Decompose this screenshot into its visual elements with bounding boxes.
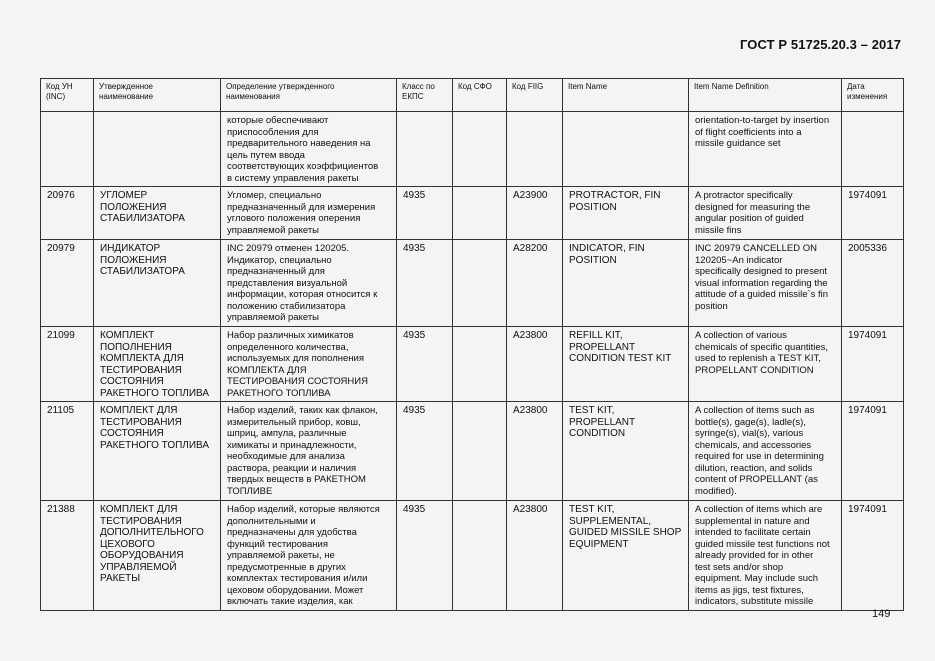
cell-approved-name: УГЛОМЕР ПОЛОЖЕНИЯ СТАБИЛИЗАТОРА bbox=[94, 187, 221, 240]
cell-item-definition: A protractor specifically designed for measuring the angular position of guided missile fins bbox=[689, 187, 842, 240]
cell-item-name: REFILL KIT, PROPELLANT CONDITION TEST KIT bbox=[563, 327, 689, 402]
col-fiig-code: Код FIIG bbox=[507, 79, 563, 112]
cell-fiig: A23800 bbox=[507, 327, 563, 402]
cell-ekps: 4935 bbox=[397, 402, 453, 501]
cell-date bbox=[842, 112, 904, 187]
table-header-row bbox=[41, 79, 904, 112]
cell-ekps: 4935 bbox=[397, 187, 453, 240]
cell-item-name: TEST KIT, SUPPLEMENTAL, GUIDED MISSILE SHOP EQUIPMENT bbox=[563, 501, 689, 611]
cell-item-name bbox=[563, 112, 689, 187]
cell-approved-definition: которые обеспечивают приспособления для предварительного наведения на цель путем ввода соответствующих коэффициентов в систему управления ракеты bbox=[221, 112, 397, 187]
cell-approved-name: ИНДИКАТОР ПОЛОЖЕНИЯ СТАБИЛИЗАТОРА bbox=[94, 240, 221, 327]
cell-inc bbox=[41, 112, 94, 187]
col-approved-definition: Определение утвержденного наименования bbox=[221, 79, 397, 112]
cell-ekps: 4935 bbox=[397, 327, 453, 402]
cell-date: 1974091 bbox=[842, 501, 904, 611]
table-row bbox=[41, 187, 904, 240]
cell-fiig: A28200 bbox=[507, 240, 563, 327]
cell-inc: 20979 bbox=[41, 240, 94, 327]
cell-sfo bbox=[453, 501, 507, 611]
col-change-date: Дата изменения bbox=[842, 79, 904, 112]
table-row bbox=[41, 112, 904, 187]
cell-date: 1974091 bbox=[842, 187, 904, 240]
cell-ekps bbox=[397, 112, 453, 187]
col-inc: Код УН (INC) bbox=[41, 79, 94, 112]
cell-fiig: A23900 bbox=[507, 187, 563, 240]
cell-approved-definition: Угломер, специально предназначенный для измерения углового положения оперения управляемой ракеты bbox=[221, 187, 397, 240]
table-row bbox=[41, 327, 904, 402]
cell-item-name: PROTRACTOR, FIN POSITION bbox=[563, 187, 689, 240]
cell-item-definition: A collection of items which are supplemental in nature and intended to facilitate certain guided missile test functions not already provided for in other test sets and/or shop equipment. May include such items as jigs, test fixtures, indicators, substitute missile bbox=[689, 501, 842, 611]
cell-ekps: 4935 bbox=[397, 501, 453, 611]
cell-item-name: TEST KIT, PROPELLANT CONDITION bbox=[563, 402, 689, 501]
cell-approved-name: КОМПЛЕКТ ПОПОЛНЕНИЯ КОМПЛЕКТА ДЛЯ ТЕСТИРОВАНИЯ СОСТОЯНИЯ РАКЕТНОГО ТОПЛИВА bbox=[94, 327, 221, 402]
table-row bbox=[41, 240, 904, 327]
cell-sfo bbox=[453, 402, 507, 501]
cell-sfo bbox=[453, 112, 507, 187]
col-sfo-code: Код СФО bbox=[453, 79, 507, 112]
cell-date: 2005336 bbox=[842, 240, 904, 327]
col-item-name: Item Name bbox=[563, 79, 689, 112]
cell-approved-definition: Набор различных химикатов определенного количества, используемых для пополнения КОМПЛЕКТА ДЛЯ ТЕСТИРОВАНИЯ СОСТОЯНИЯ РАКЕТНОГО ТОПЛИВА bbox=[221, 327, 397, 402]
cell-sfo bbox=[453, 327, 507, 402]
cell-inc: 20976 bbox=[41, 187, 94, 240]
cell-approved-definition: Набор изделий, таких как флакон, измерительный прибор, ковш, шприц, ампула, различные химикаты и принадлежности, необходимые для анализа раствора, реакции и наличия твердых веществ в РАКЕТНОМ ТОПЛИВЕ bbox=[221, 402, 397, 501]
table-row bbox=[41, 402, 904, 501]
cell-fiig bbox=[507, 112, 563, 187]
col-approved-name: Утвержденное наименование bbox=[94, 79, 221, 112]
document-standard-header: ГОСТ Р 51725.20.3 – 2017 bbox=[740, 37, 902, 52]
cell-fiig: A23800 bbox=[507, 402, 563, 501]
cell-inc: 21388 bbox=[41, 501, 94, 611]
cell-approved-definition: Набор изделий, которые являются дополнительными и предназначены для удобства функций тестирования управляемой ракеты, не предусмотренные в других комплектах тестирования и/или цеховом оборудовании. Может включать такие изделия, как bbox=[221, 501, 397, 611]
cell-approved-name bbox=[94, 112, 221, 187]
cell-item-definition: A collection of items such as bottle(s), gage(s), ladle(s), syringe(s), vial(s), various chemicals, and accessories required for use in determining dilution, reaction, and solids content of PROPELLANT (as modified). bbox=[689, 402, 842, 501]
cell-ekps: 4935 bbox=[397, 240, 453, 327]
table-row bbox=[41, 501, 904, 611]
cell-sfo bbox=[453, 187, 507, 240]
col-item-name-definition: Item Name Definition bbox=[689, 79, 842, 112]
cell-item-definition: INC 20979 CANCELLED ON 120205~An indicator specifically designed to present visual information regarding the attitude of a guided missile`s fin position bbox=[689, 240, 842, 327]
cell-fiig: A23800 bbox=[507, 501, 563, 611]
cell-date: 1974091 bbox=[842, 402, 904, 501]
cell-item-definition: orientation-to-target by insertion of flight coefficients into a missile guidance set bbox=[689, 112, 842, 187]
cell-inc: 21105 bbox=[41, 402, 94, 501]
catalog-table bbox=[40, 78, 904, 611]
cell-inc: 21099 bbox=[41, 327, 94, 402]
cell-sfo bbox=[453, 240, 507, 327]
cell-approved-definition: INC 20979 отменен 120205. Индикатор, специально предназначенный для представления визуальной информации, которая относится к положению стабилизатора управляемой ракеты bbox=[221, 240, 397, 327]
cell-approved-name: КОМПЛЕКТ ДЛЯ ТЕСТИРОВАНИЯ СОСТОЯНИЯ РАКЕТНОГО ТОПЛИВА bbox=[94, 402, 221, 501]
cell-date: 1974091 bbox=[842, 327, 904, 402]
cell-approved-name: КОМПЛЕКТ ДЛЯ ТЕСТИРОВАНИЯ ДОПОЛНИТЕЛЬНОГО ЦЕХОВОГО ОБОРУДОВАНИЯ УПРАВЛЯЕМОЙ РАКЕТЫ bbox=[94, 501, 221, 611]
page-number: 149 bbox=[872, 608, 891, 620]
col-ekps-class: Класс по ЕКПС bbox=[397, 79, 453, 112]
cell-item-name: INDICATOR, FIN POSITION bbox=[563, 240, 689, 327]
cell-item-definition: A collection of various chemicals of specific quantities, used to replenish a TEST KIT, PROPELLANT CONDITION bbox=[689, 327, 842, 402]
